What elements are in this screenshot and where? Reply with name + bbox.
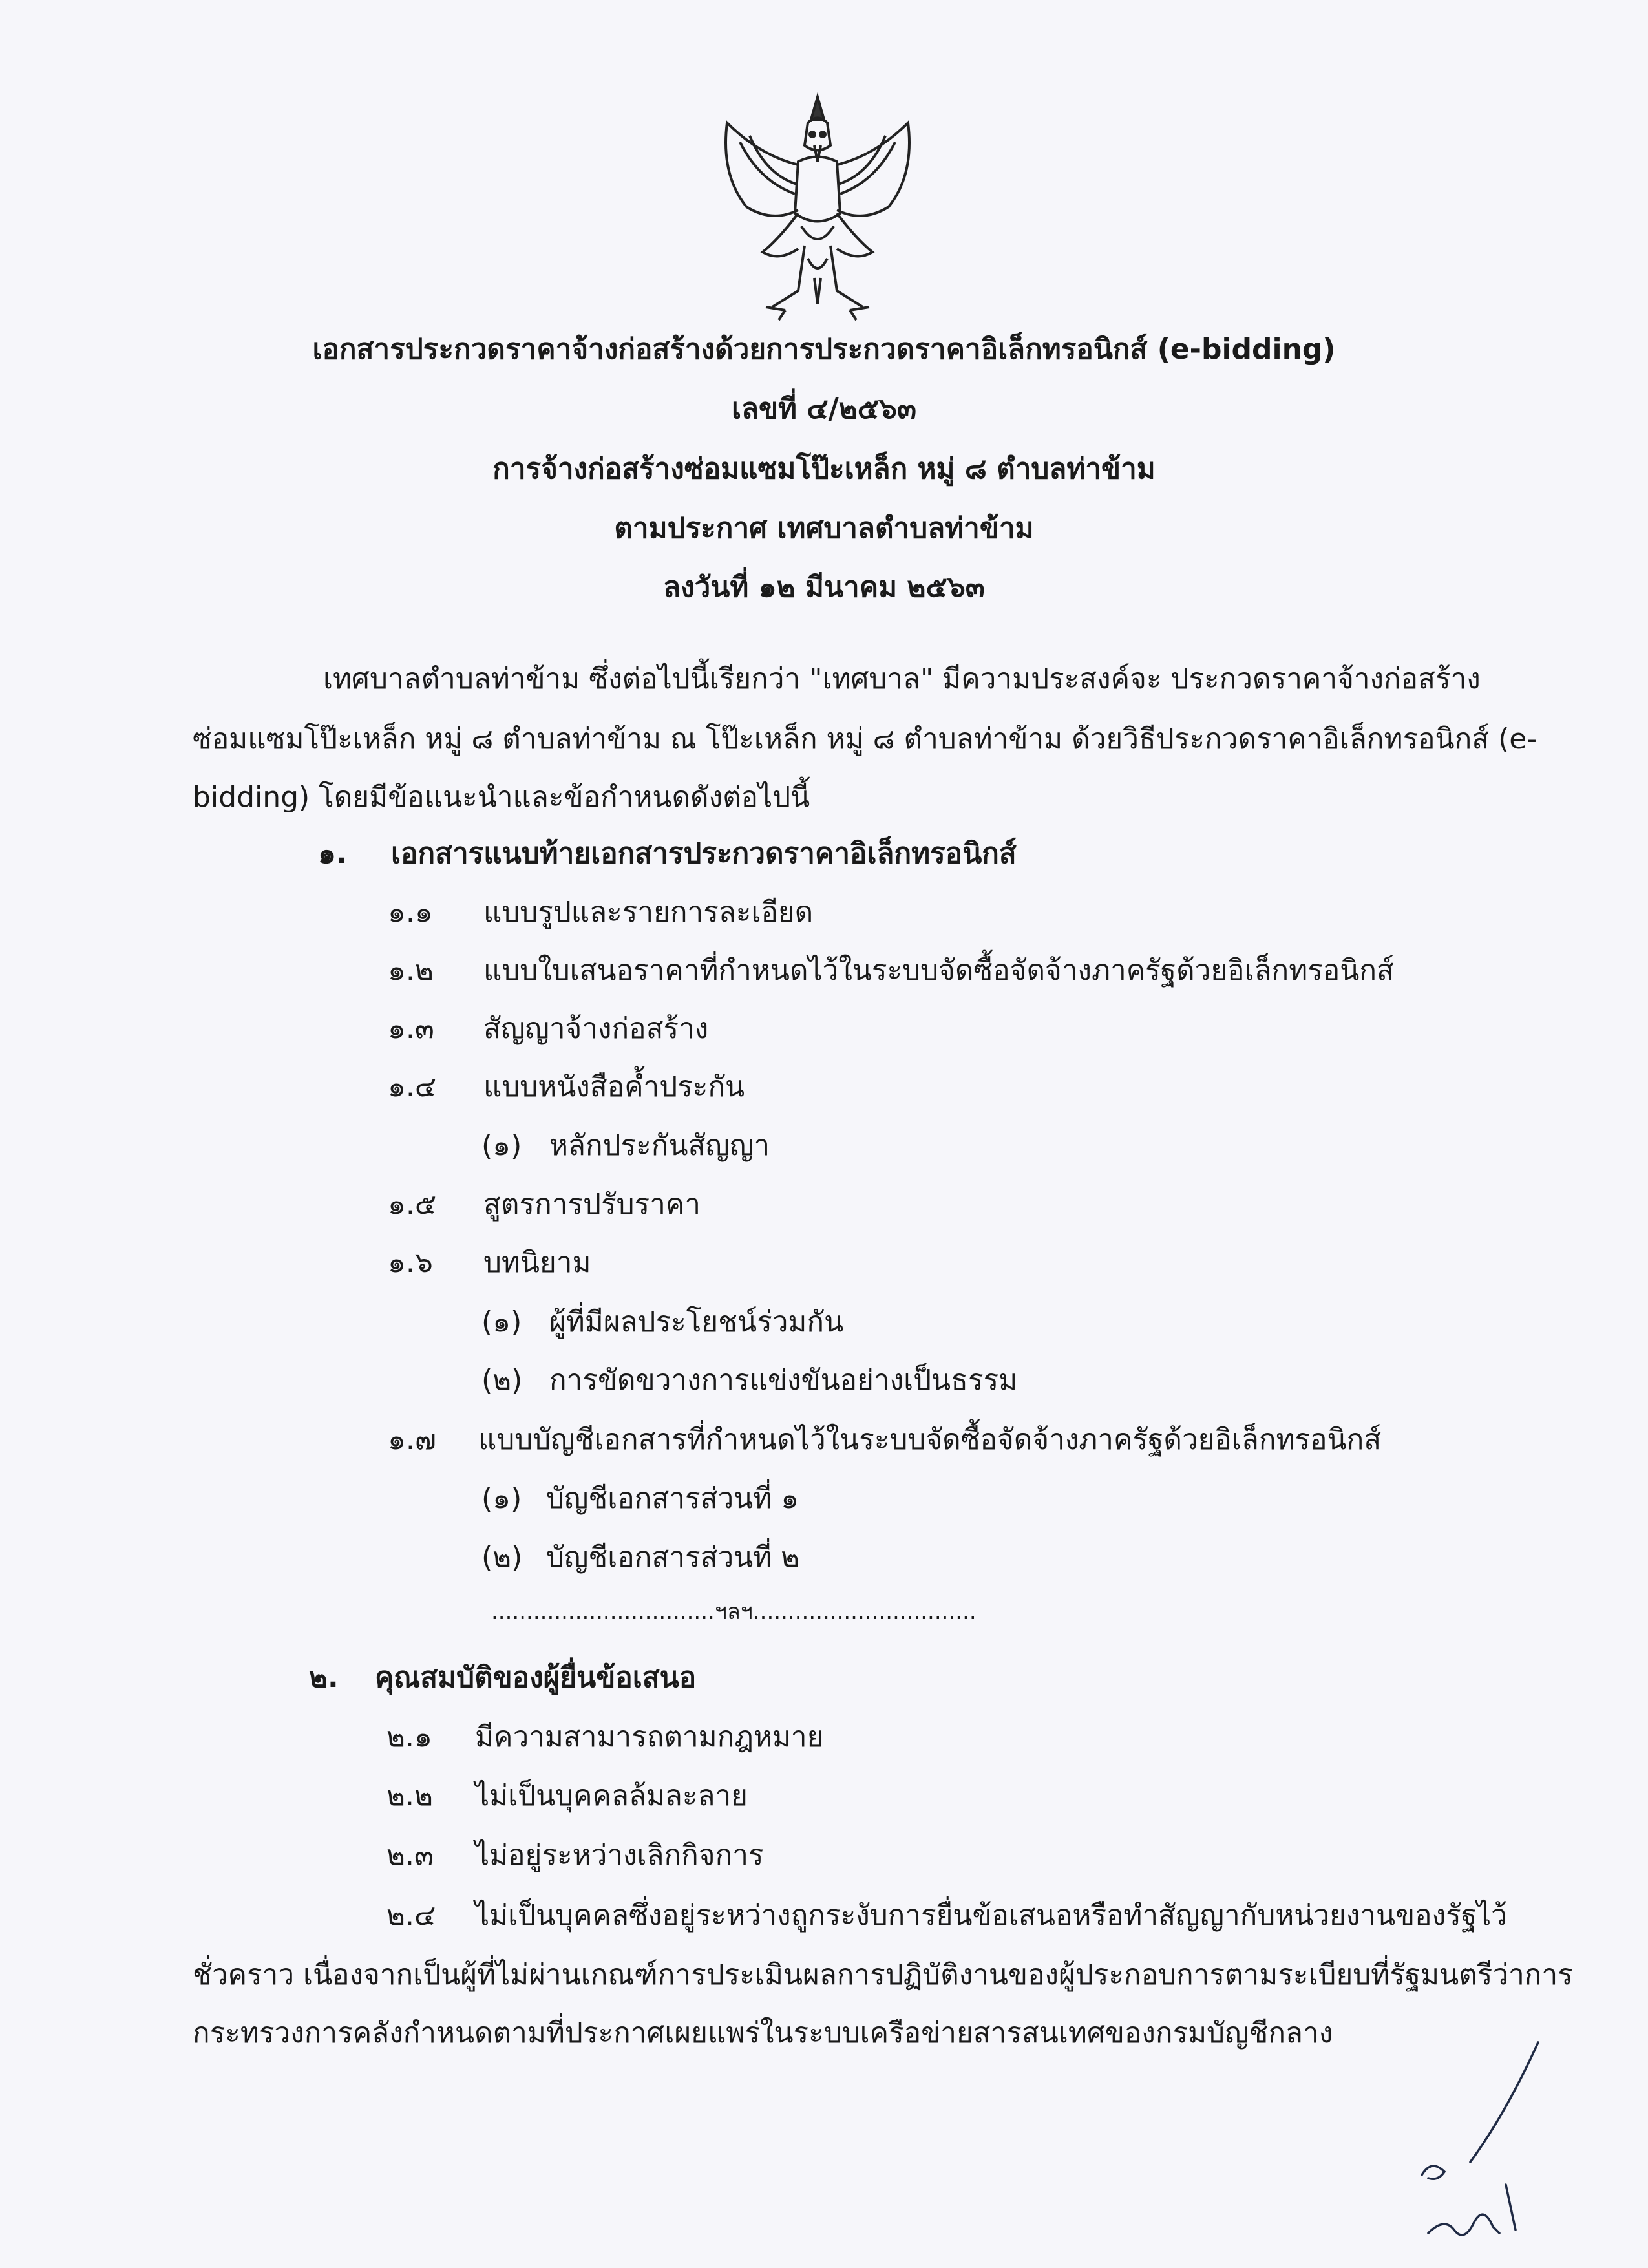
sub-item-number: (๒) — [481, 1541, 523, 1574]
item-number: ๑.๕ — [388, 1188, 437, 1221]
sub-item-text: บัญชีเอกสารส่วนที่ ๒ — [546, 1541, 800, 1574]
sub-item-text: หลักประกันสัญญา — [549, 1129, 770, 1162]
item-number: ๒.๓ — [386, 1839, 434, 1872]
item-text: ไม่อยู่ระหว่างเลิกกิจการ — [475, 1839, 764, 1872]
item-number: ๒.๒ — [386, 1779, 433, 1812]
garuda-emblem — [701, 84, 934, 323]
section-2-number: ๒. — [309, 1661, 339, 1694]
document-number: เลขที่ ๔/๒๕๖๓ — [731, 392, 917, 425]
item-number: ๑.๓ — [388, 1012, 434, 1045]
item-text: ไม่เป็นบุคคลล้มละลาย — [475, 1779, 748, 1812]
item-number: ๑.๗ — [388, 1423, 437, 1456]
item-number: ๒.๑ — [386, 1721, 432, 1754]
item-continuation-1: ชั่วคราว เนื่องจากเป็นผู้ที่ไม่ผ่านเกณฑ์การประเมินผลการปฏิบัติงานของผู้ประกอบการตามระเบียบที่รัฐมนตรีว่าการ — [193, 1958, 1573, 1991]
intro-line-2: ซ่อมแซมโป๊ะเหล็ก หมู่ ๘ ตำบลท่าข้าม ณ โป๊ะเหล็ก หมู่ ๘ ตำบลท่าข้าม ด้วยวิธีประกวดราคาอิเล็กทรอนิกส์ (e- — [193, 723, 1537, 756]
item-number: ๑.๑ — [388, 896, 433, 929]
handwritten-initials — [1409, 2036, 1551, 2249]
sub-item-number: (๑) — [481, 1482, 522, 1515]
item-number: ๑.๖ — [388, 1246, 433, 1279]
item-text: ไม่เป็นบุคคลซึ่งอยู่ระหว่างถูกระงับการยื่นข้อเสนอหรือทำสัญญากับหน่วยงานของรัฐไว้ — [475, 1899, 1507, 1932]
intro-line-1: เทศบาลตำบลท่าข้าม ซึ่งต่อไปนี้เรียกว่า "เทศบาล" มีความประสงค์จะ ประกวดราคาจ้างก่อสร้าง — [323, 662, 1481, 695]
item-text: แบบหนังสือค้ำประกัน — [483, 1070, 745, 1103]
section-2-heading: คุณสมบัติของผู้ยื่นข้อเสนอ — [375, 1661, 697, 1694]
item-text: แบบบัญชีเอกสารที่กำหนดไว้ในระบบจัดซื้อจัดจ้างภาครัฐด้วยอิเล็กทรอนิกส์ — [478, 1423, 1382, 1456]
item-continuation-2: กระทรวงการคลังกำหนดตามที่ประกาศเผยแพร่ในระบบเครือข่ายสารสนเทศของกรมบัญชีกลาง — [193, 2017, 1333, 2050]
item-text: บทนิยาม — [483, 1246, 591, 1279]
sub-item-number: (๑) — [481, 1129, 522, 1162]
section-1-heading: เอกสารแนบท้ายเอกสารประกวดราคาอิเล็กทรอนิกส์ — [391, 837, 1017, 870]
sub-item-number: (๑) — [481, 1306, 522, 1339]
sub-item-text: ผู้ที่มีผลประโยชน์ร่วมกัน — [549, 1306, 844, 1339]
item-text: สัญญาจ้างก่อสร้าง — [483, 1012, 709, 1045]
item-number: ๒.๔ — [386, 1899, 436, 1932]
etc-line: ................................ฯลฯ................................ — [491, 1599, 977, 1625]
announcement-line: ตามประกาศ เทศบาลตำบลท่าข้าม — [614, 512, 1034, 545]
item-text: แบบรูปและรายการละเอียด — [483, 896, 814, 929]
project-title: การจ้างก่อสร้างซ่อมแซมโป๊ะเหล็ก หมู่ ๘ ตำบลท่าข้าม — [492, 452, 1156, 485]
sub-item-text: การขัดขวางการแข่งขันอย่างเป็นธรรม — [549, 1364, 1018, 1397]
intro-line-3: bidding) โดยมีข้อแนะนำและข้อกำหนดดังต่อไปนี้ — [193, 781, 810, 814]
document-title: เอกสารประกวดราคาจ้างก่อสร้างด้วยการประกวดราคาอิเล็กทรอนิกส์ (e-bidding) — [312, 333, 1336, 366]
item-number: ๑.๒ — [388, 954, 434, 987]
document-date: ลงวันที่ ๑๒ มีนาคม ๒๕๖๓ — [663, 571, 985, 604]
item-text: สูตรการปรับราคา — [483, 1188, 701, 1221]
item-number: ๑.๔ — [388, 1070, 437, 1103]
sub-item-number: (๒) — [481, 1364, 523, 1397]
item-text: มีความสามารถตามกฎหมาย — [475, 1721, 824, 1754]
section-1-number: ๑. — [318, 837, 347, 870]
item-text: แบบใบเสนอราคาที่กำหนดไว้ในระบบจัดซื้อจัดจ้างภาครัฐด้วยอิเล็กทรอนิกส์ — [483, 954, 1394, 987]
sub-item-text: บัญชีเอกสารส่วนที่ ๑ — [546, 1482, 799, 1515]
